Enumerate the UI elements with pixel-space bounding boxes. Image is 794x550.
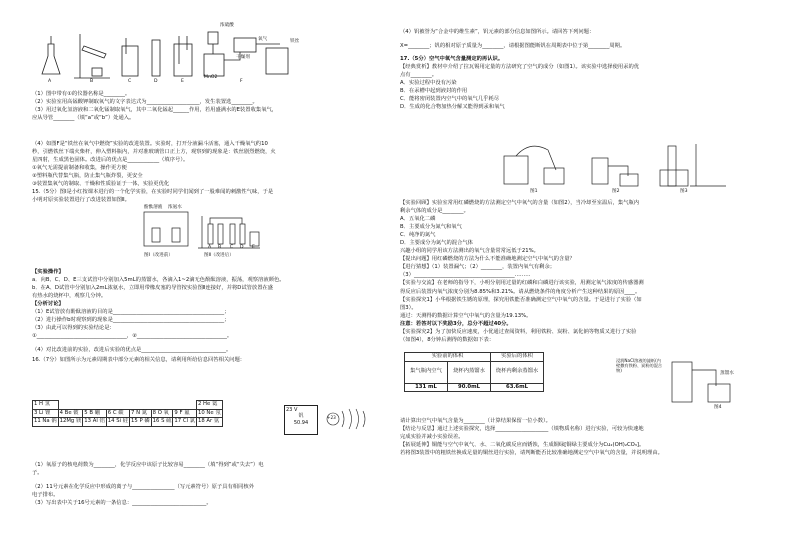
pt-cell: 12Mg 镁 [59,418,82,424]
table-row [405,353,544,362]
q15-an-5: （4）对比改进前的实验，改进后实验的优点是________________________________。 [32,347,232,354]
vanadium-box [284,405,318,435]
pt-cell [151,401,173,410]
q14-f-line-2: 秒，引燃铁丝下端火柴杆，伸入塑料瓶内，并对准玻璃管口正上方，观察到的现象是：铁丝剧烈燃烧，火 [32,149,276,156]
pt-cell [58,401,83,410]
v-name: 钒 [298,413,304,420]
label-mno2: MnO2 [204,75,218,80]
q17-mid-8: 【提出问题】用红磷燃烧的方法为什么不能准确地测定空气中氧气的含量？ [400,256,575,263]
q17-end [400,417,770,457]
table-cell: 烧杯内剩余蒸馏水 [491,361,544,383]
fig1-caption: 图1 [530,189,538,194]
fig2-caption: 图2 [612,189,620,194]
q17-figures [500,140,730,196]
pt-cell [130,401,152,410]
table-cell: 63.6mL [491,383,544,392]
v-symbol: V [293,407,298,413]
pt-cell: 17 Cl 氯 [174,418,195,424]
q16-sub-1: （1）氧原子的核电荷数为________，化学反应中该原子比较容易________（填“得到”或“失去”）电 [32,462,264,468]
table-cell: 90.0mL [448,383,491,392]
pt-cell [173,401,197,410]
q15-an-4: ①__________________________________，②__________________________________。 [32,333,233,340]
caption-a: A [48,79,52,84]
q17-option-a: A．实验过程中没有污染 [400,80,457,87]
data-table [404,352,544,392]
pt-cell: 18 Ar 氩 [197,418,223,427]
q14-part4 [32,140,372,204]
q16-sub [32,461,372,507]
q14-line-1: （1）图中带有①的仪器名称是________。 [32,91,131,97]
pt-cell [83,401,107,410]
pt-cell: 2 He 氦 [197,401,223,410]
table-row [33,401,223,410]
q14-f-line-1: （4）如图F是“铁丝在氧气中燃烧”实验的改进装置。实验时，打开分液漏斗活塞，通入干燥氧气约10 [32,141,268,147]
caption-d: D [154,79,158,84]
pt-cell: 14 Si 硅 [107,418,129,424]
q16-sub-4: 电子排布。 [32,492,59,499]
atom-diagram [324,404,372,434]
pt-cell: 9 F 氟 [173,409,197,418]
q17-mid-14: 图3）。 [400,304,417,311]
pt-cell: 4 Be 铍 [58,409,83,418]
q17-explore-1: 【实验探究2】为了加快反应速度，小优通过查阅资料，利用铁粉、炭粉、氯化钠等物质又进行了实验 [400,328,637,335]
caption-e: E [181,79,184,84]
fig2-caption: 图Ⅱ（改进后） [204,253,234,258]
q17-option-b: B．在汞槽中起到液封的作用 [400,88,468,95]
q17-figures-drawing [500,140,730,190]
fig3-caption: 图3 [680,189,688,194]
q17-option-c: C．能将密闭装置内空气中的氧气几乎耗尽 [400,96,500,103]
fig-label-e: E [252,245,255,250]
fig4 [616,356,746,414]
q16-line-1: 16.（7分）如图所示为元素周期表中部分元素的相关信息，请利用所给信息回答相关问题： [32,357,246,364]
apparatus-figure [40,24,310,86]
q16-sub-3: （2）11号元素在化学反应中形成的离子与________________（写元素符号）原子具有相同核外 [32,484,254,491]
pt-cell: 6 C 碳 [106,409,129,418]
table-row [405,383,544,392]
periodic-table [32,400,223,427]
q17-option-d: D．生成的化合物加热分解又能得到汞和氧气 [400,104,505,111]
fig4-caption: 图4 [714,405,722,410]
q17-mid-10: （3）______________________________________……… [400,272,531,279]
q17-mid-11: 【实验与交流】在老师的指导下，小明分别用过量的红磷和白磷进行该实验，用测定氧气浓度的传感器测 [400,280,644,287]
q15-line-2: 小明对原实验装置进行了改进装置如图Ⅱ。 [32,197,130,204]
q17-end-5: 若将图3装置中的粗铁丝换成足量的铜丝进行实验，请判断能否比较准确地测定空气中氧气的含量，并说明理由。 [400,450,663,457]
q17-mid [400,199,770,344]
q14-line-3: （3）用过氧化氢溶液和二氧化锰制取氧气，其中二氧化锰起______作用，若用盛满水的E装置收集氧气， [32,107,278,114]
label-dryer: 干燥剂 [236,55,250,60]
pt-cell: 8 O 氧 [151,409,173,418]
fig-label-c: C [230,245,234,250]
table-cell: 集气瓶内空气 [405,361,448,383]
q15-line-1: 15.（5分）图Ⅰ是小红按课本进行的一个化学实验，在实验时同学们闻到了一股难闻的刺激性气味，于是 [32,189,274,196]
q17-intro-1: 【经典赏析】教材中介绍了拉瓦锡用定量的方法研究了空气的成分（如图1）。该实验中选择使用汞的优 [400,64,640,71]
q17-end-1: 请计算出空气中氧气含量为________（计算结果保留一位小数）。 [400,418,551,424]
table-cell: 131 mL [405,383,448,392]
table-row [33,418,223,427]
v-number: 23 [286,407,293,413]
q16-sub-5: （3）写出表中关于16号元素的一条信息：____________________________。 [32,500,212,507]
pt-cell: 5 B 硼 [83,409,107,418]
q17-mid-3: A．五氧化二磷 [400,216,436,223]
v-mass: 50.94 [293,419,309,426]
caption-c: C [128,79,132,84]
fig4-side-label: 蒸馏水 [720,371,734,376]
apparatus-drawing [40,24,310,86]
q15-an-2: （2）进行操作b时观察到的现象是__________________________________________； [32,317,230,324]
q14-f-line-4: ①氧气无需提前制备和收集，操作更方便 [32,165,127,172]
q15-an-3: （3）由此可以得到的实验结论是： [32,325,115,332]
q17-end-2: 【结论与反思】通过上述实验探究，选择____________________（填物质名称）进行实验，可较为快速地 [400,426,644,433]
q17-intro-2: 点有________。 [400,72,438,79]
table-header: 实验前的体积 [405,353,491,362]
q17-mid-6: D．主要成分为氮气的混合气体 [400,240,473,247]
q16-sub-2: 子。 [32,470,43,477]
pt-cell: 16 S 硫 [152,418,172,424]
pt-cell: 13 Al 铝 [84,418,105,424]
q17-mid-12: 得反应后装置内氧气浓度分别为8.85%和3.21%。请从燃烧条件的角度分析产生这种结果的原因____。 [400,288,641,295]
caption-b: B [90,79,94,84]
table-row [33,409,223,418]
q17-mid-1: 【实验回顾】实验室常用红磷燃烧的方法测定空气中氧气的含量（如图2），当冷却至室温后，集气瓶内 [400,200,640,206]
q16-4-line-1: （4）钒被誉为“合金中的维生素”，钒元素的部分信息如图所示。请回答下列问题： [400,29,595,35]
q17-end-3: 完成实验并减小实验误差。 [400,434,464,441]
q14-f-line-5: ②塑料瓶代替集气瓶，防止集气瓶炸裂，更安全 [32,173,143,180]
fig1-caption: 图Ⅰ（改进前） [144,253,173,258]
q15-op-1: a．向B、C、D、E三支试管中分别加入5mL的蒸馏水，各滴入1~2滴无色酚酞溶液，振荡，观察溶液颜色。 [32,277,285,284]
label-oxygen: 氧气 [258,37,268,42]
fig-label-a: A [208,245,212,250]
fig-label-b: B [218,245,222,250]
pt-cell: 10 Ne 氖 [198,409,221,416]
q15-an-1: （1）E试管放有酚酞溶液的目的是__________________________________________； [32,309,230,316]
q14-f-line-3: 星四射，生成黑色固体。改进后的优点是____________（填序号）。 [32,157,189,164]
pt-cell: 7 N 氮 [130,409,152,418]
q14-line-4: 应从导管________（填“a”或“b”）处通入。 [32,115,135,122]
right-top [400,28,770,111]
pt-cell: 3 Li 锂 [33,409,59,418]
pt-cell: 15 P 磷 [131,418,150,424]
table-header: 实验后的体积 [491,353,544,362]
label-wire: 铁丝 [290,39,300,44]
fig-label-d: D [240,245,244,250]
q15-op-3: 有热水的烧杯中，观察几分钟。 [32,293,107,300]
q15-op-2: b．在A、D试管中分别加入2mL浓氨水，立即用带橡皮塞的导管按实验图Ⅱ连接好，并将D试管放置在盛 [32,285,274,292]
q15-figure [142,205,262,262]
label-acid: 浓硫酸 [220,23,234,28]
q17-mid-4: B．主要成分为氮气和氧气 [400,224,462,231]
fig-label-ammonia: 浓氨水 [168,205,182,210]
q16-4-line-2: X=________；钒的相对原子质量为________，请根据图能断钒在周期表中位于第________周期。 [400,43,626,50]
q17-mid-5: C．纯净的氮气 [400,232,436,239]
pt-cell: 11 Na 钠 [34,418,57,424]
q14-f-line-6: ③装置集氧气的制取、干燥和性质验证于一体，实验更优化 [32,181,170,188]
q17-end-4: 【拓展延伸】铜能与空气中氧气、水、二氧化碳反应而锈蚀，生成铜绿[铜绿主要成分为Cu₂(OH)₂CO₃]。 [400,442,645,449]
pt-cell [106,401,129,410]
q17-title: 17.（5分）空气中氧气含量测定的再认识。 [400,56,504,63]
q14-lines [32,90,372,122]
fig4-label: 浸润NaCl溶液的滤纸(内壁撒有铁粉、炭粉的混合物) [616,358,663,374]
q17-bonus-note: 注意：若答对以下奖励3分，总分不超过40分。 [400,320,512,327]
pt-cell: 1 H 氢 [33,401,59,410]
q15-op-title: 【实验操作】 [32,269,64,275]
q17-mid-9: 【进行猜想】（1）装置漏气；（2）________，装置内氧气有剩余； [400,264,556,271]
q15-drawing [142,208,262,254]
q15-body [32,268,372,365]
q17-mid-15: 通过：天测得的数据计算空气中氧气的含量为19.13%。 [400,312,532,319]
q15-an-title: 【分析讨论】 [32,301,64,308]
q17-explore-2: （如图4），8分钟后测得的数据如下表： [400,336,495,343]
table-cell: 烧杯内蒸馏水 [448,361,491,383]
table-row [405,361,544,383]
q17-mid-7: 兴趣小组的同学用该方法测出的氧气含量常常远低于21%。 [400,248,539,255]
fig-label-phenolphthalein: 酚酞溶液 [144,205,163,210]
q17-mid-13: 【实验探究1】小华根据铁生锈的原理，探究用铁能否准确测定空气中氧气的含量。于是进行了实验（如 [400,296,642,303]
q14-line-2: （2）实验室用高锰酸钾制取氧气的文字表达式为____________________，发生装置选________。 [32,99,258,106]
q17-mid-2: 剩余气体的成分是________。 [400,208,469,215]
atom-nucleus-label: +23 [327,415,336,420]
caption-f: F [240,79,243,84]
